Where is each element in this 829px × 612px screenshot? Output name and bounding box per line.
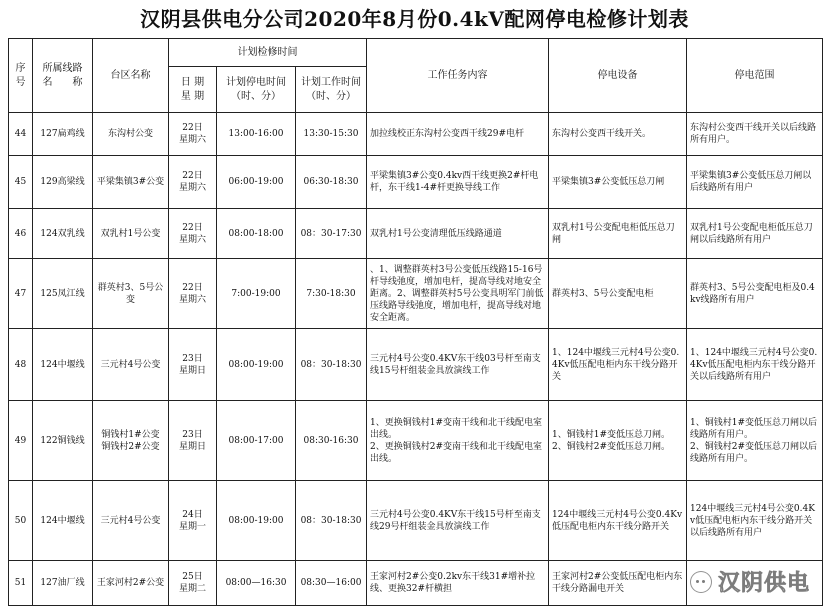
outage-time-cell: 08:00—16:30 <box>217 561 296 606</box>
equipment-cell: 双乳村1号公变配电柜低压总刀闸 <box>549 209 687 259</box>
date-cell: 25日 星期二 <box>169 561 217 606</box>
line-name-cell: 127扁鸡线 <box>33 113 93 156</box>
line-name-cell: 124双乳线 <box>33 209 93 259</box>
outage-time-cell: 06:00-19:00 <box>217 156 296 209</box>
table-row <box>9 481 823 561</box>
scope-cell: 东沟村公变西干线开关以后线路所有用户。 <box>687 113 823 156</box>
area-name-cell: 群英村3、5号公变 <box>93 259 169 329</box>
work-time-cell: 08：30-18:30 <box>296 481 367 561</box>
area-name-cell: 三元村4号公变 <box>93 329 169 401</box>
scope-cell: 1、124中堰线三元村4号公变0.4Kv低压配电柜内东干线分路开关以后线路所有用户 <box>687 329 823 401</box>
line-name-cell: 127油厂线 <box>33 561 93 606</box>
header-area-name: 台区名称 <box>93 39 169 113</box>
scope-cell: 双乳村1号公变配电柜低压总刀闸以后线路所有用户 <box>687 209 823 259</box>
area-name-cell: 三元村4号公变 <box>93 481 169 561</box>
table-body <box>9 113 823 606</box>
date-cell: 23日 星期日 <box>169 401 217 481</box>
table-header <box>9 39 823 113</box>
header-plan-time: 计划检修时间 <box>169 39 367 67</box>
work-time-cell: 08:30-16:30 <box>296 401 367 481</box>
work-time-cell: 13:30-15:30 <box>296 113 367 156</box>
date-cell: 22日 星期六 <box>169 259 217 329</box>
scope-cell: 群英村3、5号公变配电柜及0.4kv线路所有用户 <box>687 259 823 329</box>
table-row <box>9 156 823 209</box>
outage-time-cell: 08:00-18:00 <box>217 209 296 259</box>
task-cell: 三元村4号公变0.4KV东干线15号杆至南支线29号杆组装金具放演线工作 <box>367 481 549 561</box>
header-equipment: 停电设备 <box>549 39 687 113</box>
seq-cell: 49 <box>9 401 33 481</box>
seq-cell: 45 <box>9 156 33 209</box>
line-name-cell: 129高梁线 <box>33 156 93 209</box>
seq-cell: 44 <box>9 113 33 156</box>
seq-cell: 47 <box>9 259 33 329</box>
outage-time-cell: 13:00-16:00 <box>217 113 296 156</box>
work-time-cell: 08:30—16:00 <box>296 561 367 606</box>
scope-cell: 124中堰线三元村4号公变0.4Kv低压配电柜内东干线分路开关以后线路所有用户 <box>687 481 823 561</box>
scope-cell: 平梁集镇3#公变低压总刀闸以后线路所有用户 <box>687 156 823 209</box>
seq-cell: 48 <box>9 329 33 401</box>
page-title: 汉阴县供电分公司2020年8月份0.4kV配网停电检修计划表 <box>140 7 689 31</box>
seq-cell: 50 <box>9 481 33 561</box>
seq-cell: 51 <box>9 561 33 606</box>
table-row <box>9 329 823 401</box>
seq-cell: 46 <box>9 209 33 259</box>
area-name-cell: 平梁集镇3#公变 <box>93 156 169 209</box>
work-time-cell: 7:30-18:30 <box>296 259 367 329</box>
scope-cell: 1、铜钱村1#变低压总刀闸以后线路所有用户。 2、铜钱村2#变低压总刀闸以后线路所有用户。 <box>687 401 823 481</box>
equipment-cell: 群英村3、5号公变配电柜 <box>549 259 687 329</box>
outage-time-cell: 08:00-19:00 <box>217 481 296 561</box>
header-outage-time: 计划停电时间 （时、分） <box>217 67 296 113</box>
header-date: 日 期 星 期 <box>169 67 217 113</box>
outage-time-cell: 08:00-17:00 <box>217 401 296 481</box>
scope-cell <box>687 561 823 606</box>
equipment-cell: 124中堰线三元村4号公变0.4Kv低压配电柜内东干线分路开关 <box>549 481 687 561</box>
task-cell: 双乳村1号公变清理低压线路通道 <box>367 209 549 259</box>
header-seq: 序 号 <box>9 39 33 113</box>
area-name-cell: 东沟村公变 <box>93 113 169 156</box>
task-cell: 1、更换铜钱村1#变南干线和北干线配电室出线。 2、更换铜钱村2#变南干线和北干线配电室出线。 <box>367 401 549 481</box>
date-cell: 24日 星期一 <box>169 481 217 561</box>
outage-time-cell: 7:00-19:00 <box>217 259 296 329</box>
area-name-cell: 双乳村1号公变 <box>93 209 169 259</box>
table-row <box>9 259 823 329</box>
maintenance-plan-table <box>8 38 823 606</box>
work-time-cell: 06:30-18:30 <box>296 156 367 209</box>
date-cell: 22日 星期六 <box>169 156 217 209</box>
table-row <box>9 561 823 606</box>
line-name-cell: 122铜钱线 <box>33 401 93 481</box>
equipment-cell: 平梁集镇3#公变低压总刀闸 <box>549 156 687 209</box>
equipment-cell: 东沟村公变西干线开关。 <box>549 113 687 156</box>
table-row <box>9 113 823 156</box>
line-name-cell: 125凤江线 <box>33 259 93 329</box>
task-cell: 三元村4号公变0.4KV东干线03号杆至南支线15号杆组装金具放演线工作 <box>367 329 549 401</box>
equipment-cell: 王家河村2#公变低压配电柜内东干线分路漏电开关 <box>549 561 687 606</box>
equipment-cell: 1、铜钱村1#变低压总刀闸。 2、铜钱村2#变低压总刀闸。 <box>549 401 687 481</box>
table-row <box>9 209 823 259</box>
line-name-cell: 124中堰线 <box>33 481 93 561</box>
task-cell: 、1、调整群英村3号公变低压线路15-16号杆导线弛度，增加电杆，提高导线对地安全距离。2、调整群英村5号公变具明军门前低压线路导线弛度，增加电杆，提高导线对地安全距离。 <box>367 259 549 329</box>
task-cell: 王家河村2#公变0.2kv东干线31#增补拉线、更换32#杆横担 <box>367 561 549 606</box>
table-row <box>9 401 823 481</box>
date-cell: 22日 星期六 <box>169 113 217 156</box>
watermark-text: 汉阴供电 <box>718 571 811 596</box>
task-cell: 平梁集镇3#公变0.4kv西干线更换2#杆电杆，东干线1-4#杆更换导线工作 <box>367 156 549 209</box>
equipment-cell: 1、124中堰线三元村4号公变0.4Kv低压配电柜内东干线分路开关 <box>549 329 687 401</box>
work-time-cell: 08：30-17:30 <box>296 209 367 259</box>
header-work-time: 计划工作时间 （时、分） <box>296 67 367 113</box>
line-name-cell: 124中堰线 <box>33 329 93 401</box>
work-time-cell: 08：30-18:30 <box>296 329 367 401</box>
date-cell: 22日 星期六 <box>169 209 217 259</box>
area-name-cell: 王家河村2#公变 <box>93 561 169 606</box>
task-cell: 加拉线校正东沟村公变西干线29#电杆 <box>367 113 549 156</box>
outage-time-cell: 08:00-19:00 <box>217 329 296 401</box>
area-name-cell: 铜钱村1#公变 铜钱村2#公变 <box>93 401 169 481</box>
date-cell: 23日 星期日 <box>169 329 217 401</box>
header-line-name: 所属线路 名 称 <box>33 39 93 113</box>
header-scope: 停电范围 <box>687 39 823 113</box>
header-task: 工作任务内容 <box>367 39 549 113</box>
